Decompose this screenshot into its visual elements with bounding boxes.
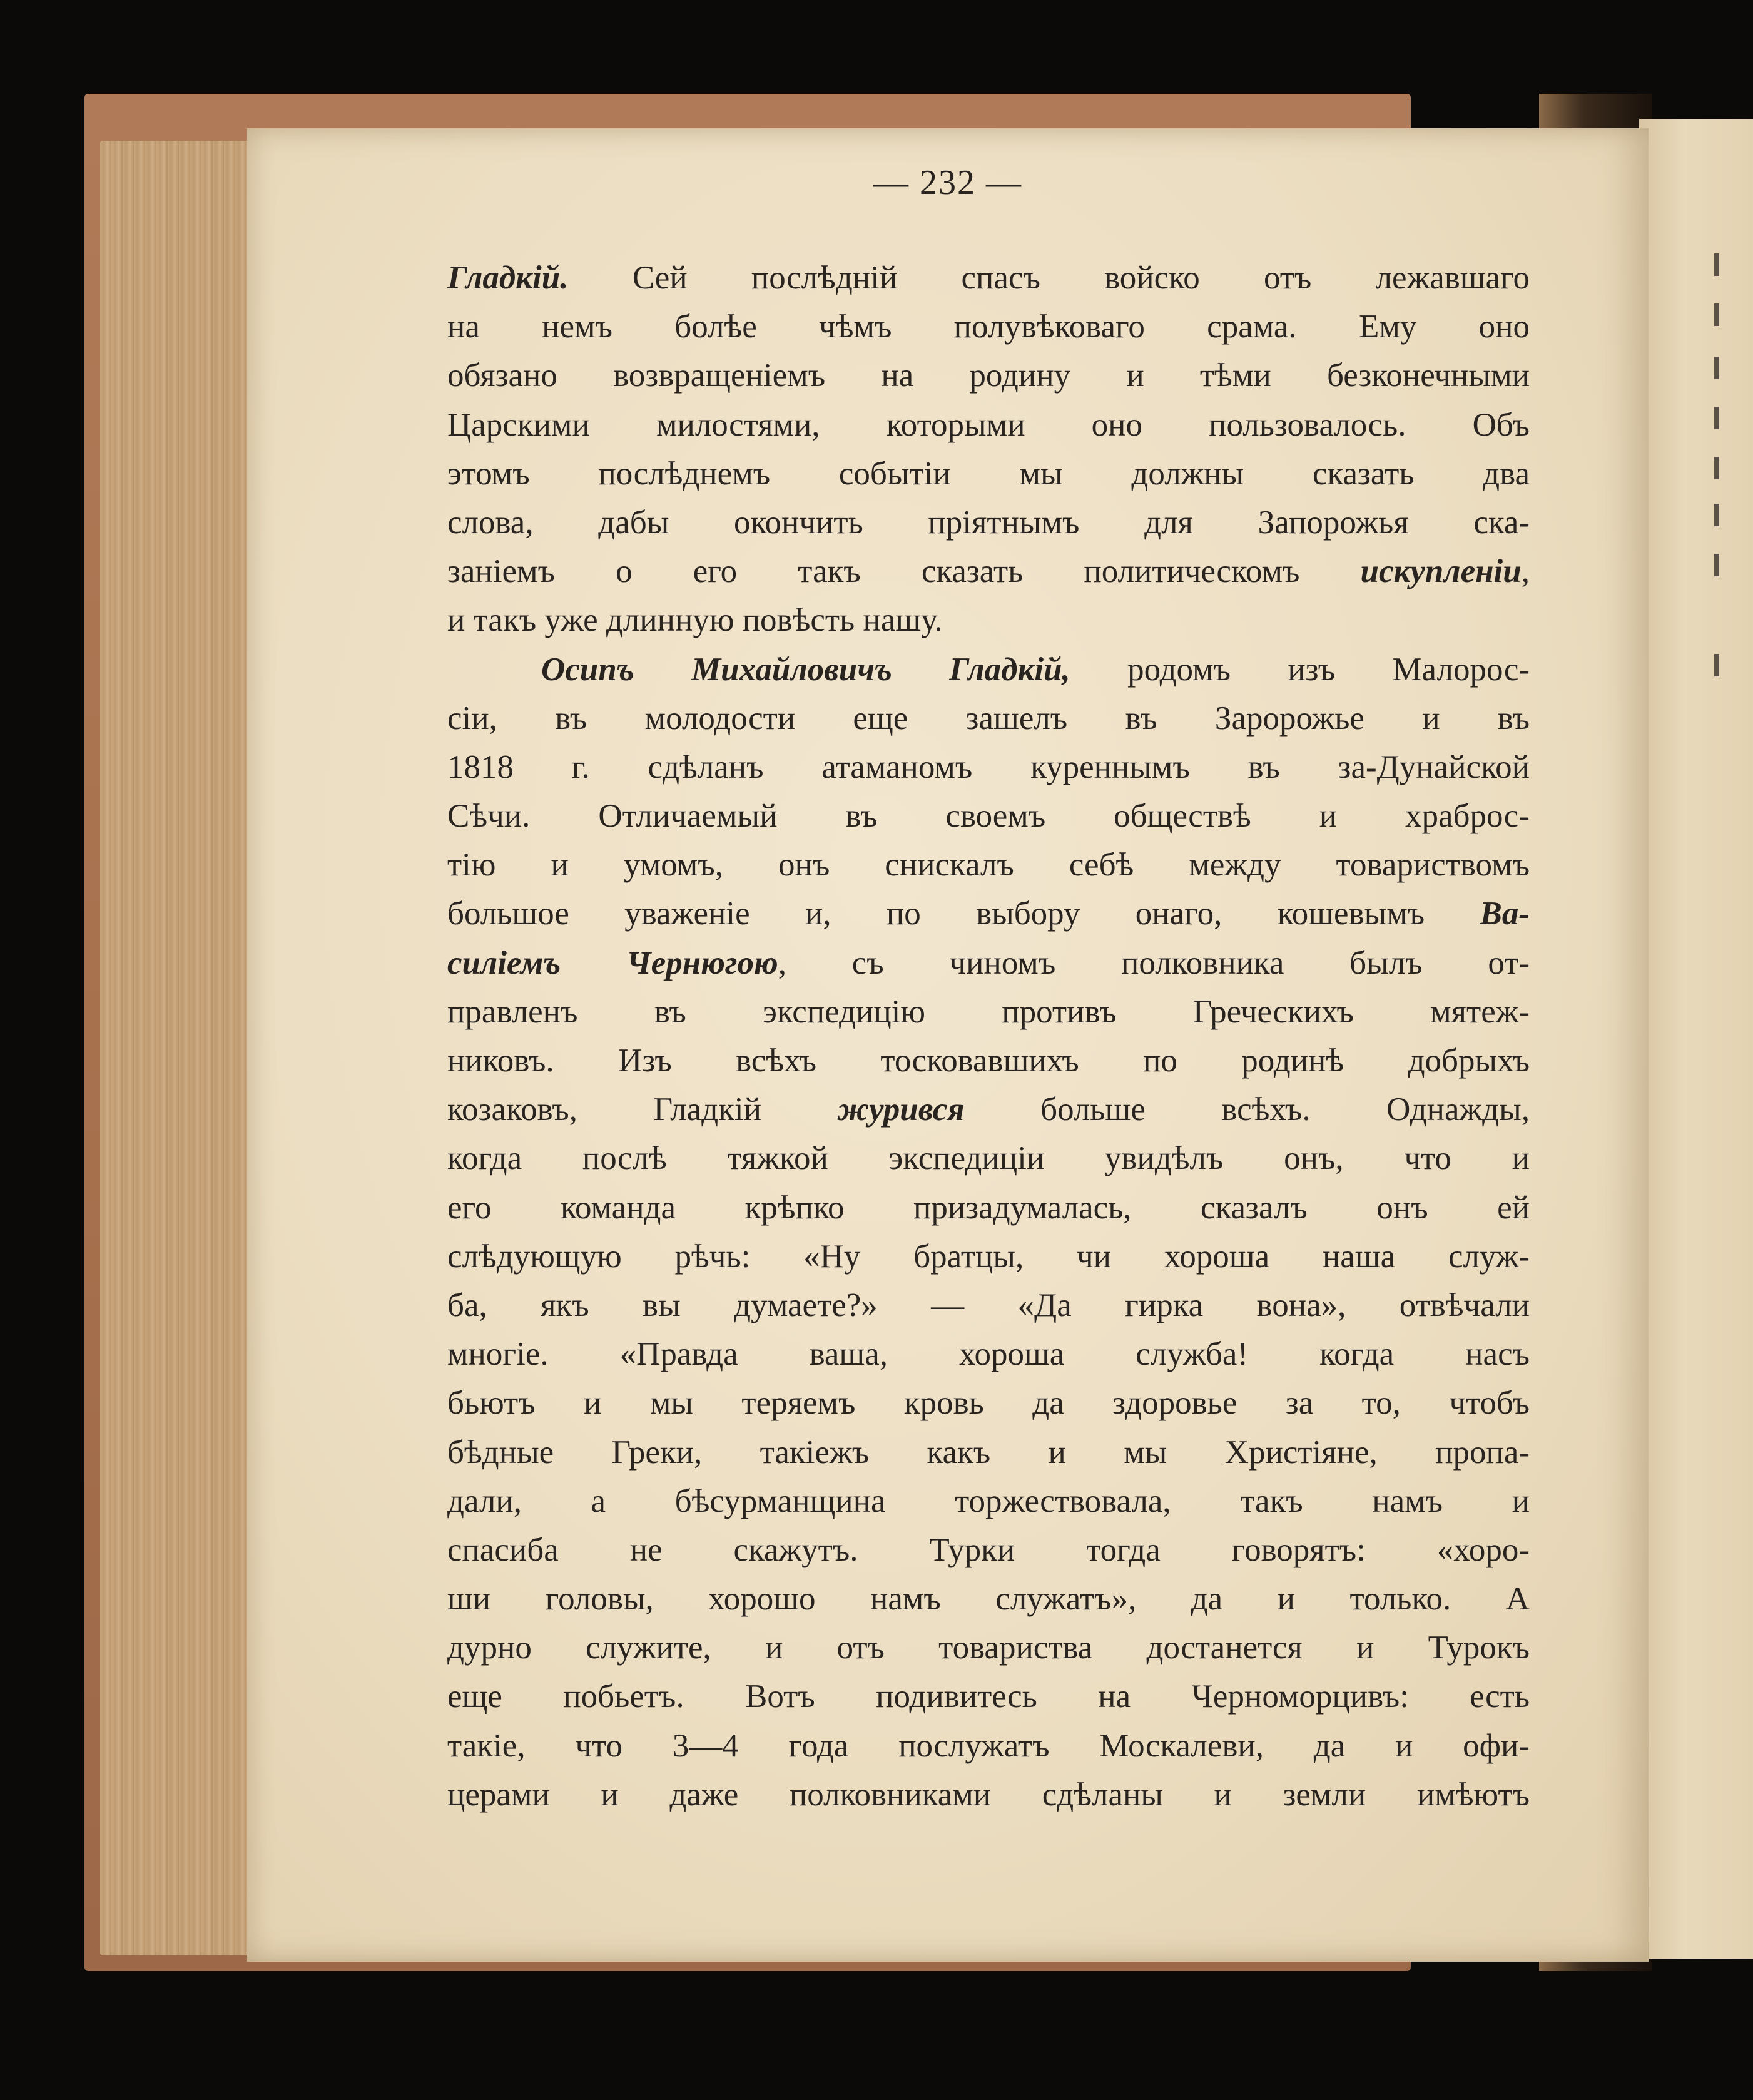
text-line: 1818 г. сдѣланъ атаманомъ куреннымъ въ за-Дунайской bbox=[447, 748, 1530, 785]
text-line: слова, дабы окончить пріятнымъ для Запорожья ска- bbox=[447, 504, 1530, 541]
facing-page-glyph bbox=[1714, 504, 1719, 526]
text-line: на немъ болѣе чѣмъ полувѣковаго срама. Ему оно bbox=[447, 308, 1530, 345]
text-run: родомъ изъ Малорос- bbox=[1070, 651, 1530, 688]
facing-page-glyph bbox=[1714, 303, 1719, 326]
text-run: , bbox=[1521, 553, 1530, 590]
facing-page-edge bbox=[1639, 119, 1753, 1959]
text-run: заніемъ о его такъ сказать политическомъ bbox=[447, 553, 1361, 590]
facing-page-glyph bbox=[1714, 407, 1719, 429]
italic-name: Ва- bbox=[1480, 895, 1530, 932]
text-line: когда послѣ тяжкой экспедиціи увидѣлъ онъ, что и bbox=[447, 1140, 1530, 1177]
text-line: слѣдующую рѣчь: «Ну братцы, чи хороша наша служ- bbox=[447, 1238, 1530, 1275]
text-line: дали, а бѣсурманщина торжествовала, такъ намъ и bbox=[447, 1482, 1530, 1519]
italic-word: искупленіи bbox=[1360, 553, 1522, 590]
text-line: его команда крѣпко призадумалась, сказалъ онъ ей bbox=[447, 1189, 1530, 1226]
text-line: еще побьетъ. Вотъ подивитесь на Черноморцивъ: есть bbox=[447, 1678, 1530, 1715]
text-run: Сей послѣдній спасъ войско отъ лежавшаго bbox=[568, 260, 1530, 296]
text-run: большое уваженіе и, по выбору онаго, кошевымъ bbox=[447, 895, 1480, 932]
text-line: ши головы, хорошо намъ служатъ», да и только. А bbox=[447, 1581, 1530, 1618]
facing-page-glyph bbox=[1714, 457, 1719, 479]
text-line bbox=[447, 889, 1530, 938]
text-line: обязано возвращеніемъ на родину и тѣми безконечными bbox=[447, 357, 1530, 394]
text-line: спасиба не скажутъ. Турки тогда говорятъ: «хоро- bbox=[447, 1531, 1530, 1568]
facing-page-glyph bbox=[1714, 554, 1719, 576]
text-line bbox=[447, 939, 1530, 987]
italic-name: силіемъ Чернюгою bbox=[447, 944, 778, 981]
text-line: Сѣчи. Отличаемый въ своемъ обществѣ и храброс- bbox=[447, 798, 1530, 835]
text-line: никовъ. Изъ всѣхъ тосковавшихъ по родинѣ добрыхъ bbox=[447, 1042, 1530, 1079]
facing-page-glyph bbox=[1714, 253, 1719, 276]
text-line: Царскими милостями, которыми оно пользовалось. Объ bbox=[447, 406, 1530, 443]
text-line: дурно служите, и отъ товариства достанется и Турокъ bbox=[447, 1629, 1530, 1666]
text-line bbox=[447, 645, 1530, 694]
italic-name: Гладкій. bbox=[447, 260, 569, 296]
facing-page-glyph bbox=[1714, 654, 1719, 676]
text-run: больше всѣхъ. Однажды, bbox=[964, 1091, 1530, 1128]
text-line: такіе, что 3—4 года послужатъ Москалеви, да и офи- bbox=[447, 1727, 1530, 1764]
italic-word: журився bbox=[837, 1091, 965, 1128]
text-line bbox=[447, 1085, 1530, 1134]
text-line: бѣдные Греки, такіежъ какъ и мы Христіяне, пропа- bbox=[447, 1434, 1530, 1471]
text-line: и такъ уже длинную повѣсть нашу. bbox=[447, 602, 943, 639]
page-text bbox=[447, 253, 1530, 1819]
page-edges bbox=[100, 141, 257, 1955]
text-line: церами и даже полковниками сдѣланы и земли имѣютъ bbox=[447, 1776, 1530, 1813]
facing-page-glyph bbox=[1714, 357, 1719, 379]
book-page bbox=[247, 128, 1649, 1962]
text-line: правленъ въ экспедицію противъ Греческихъ мятеж- bbox=[447, 993, 1530, 1030]
text-line: тію и умомъ, онъ снискалъ себѣ между товариствомъ bbox=[447, 847, 1530, 884]
page-number: — 232 — bbox=[873, 163, 1022, 202]
text-run: , съ чиномъ полковника былъ от- bbox=[778, 944, 1530, 981]
text-line: многіе. «Правда ваша, хороша служба! когда насъ bbox=[447, 1336, 1530, 1373]
text-line: бьютъ и мы теряемъ кровь да здоровье за то, чтобъ bbox=[447, 1385, 1530, 1422]
text-line bbox=[447, 253, 1530, 302]
text-line bbox=[447, 547, 1530, 596]
text-line: ба, якъ вы думаете?» — «Да гирка вона», отвѣчали bbox=[447, 1287, 1530, 1323]
italic-name: Осипъ Михайловичъ Гладкій, bbox=[541, 651, 1070, 688]
text-line: сіи, въ молодости еще зашелъ въ Заророжье и въ bbox=[447, 700, 1530, 737]
text-line: этомъ послѣднемъ событіи мы должны сказать два bbox=[447, 455, 1530, 492]
text-run: козаковъ, Гладкій bbox=[447, 1091, 838, 1128]
